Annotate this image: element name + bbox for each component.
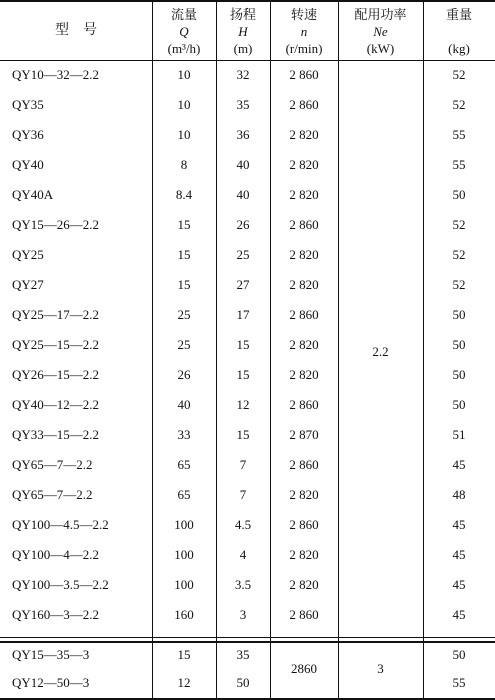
speed-cell: 2 820	[289, 277, 319, 292]
header-power-symbol: Ne	[373, 24, 388, 39]
model-cell: QY40	[12, 157, 44, 172]
flow-cell: 160	[174, 607, 194, 622]
flow-cell: 15	[177, 247, 191, 262]
weight-cell: 50	[452, 647, 466, 662]
model-cell: QY15—26—2.2	[12, 217, 100, 232]
flow-cell: 12	[177, 675, 191, 690]
flow-cell: 33	[177, 427, 191, 442]
weight-cell: 50	[452, 367, 466, 382]
model-cell: QY25—17—2.2	[12, 307, 100, 322]
header-power-label: 配用功率	[354, 7, 407, 22]
head-cell: 27	[236, 277, 250, 292]
model-cell: QY12—50—3	[12, 675, 90, 690]
header-flow-unit: (m³/h)	[167, 41, 201, 56]
head-cell: 4	[239, 547, 247, 562]
table-top-rule	[0, 0, 495, 2]
weight-cell: 50	[452, 307, 466, 322]
flow-cell: 65	[177, 457, 191, 472]
speed-cell: 2 860	[289, 607, 319, 622]
header-weight-unit: (kg)	[448, 41, 470, 56]
model-cell: QY10—32—2.2	[12, 67, 100, 82]
flow-cell: 26	[177, 367, 191, 382]
header-power	[338, 6, 423, 57]
weight-cell: 52	[452, 67, 466, 82]
flow-cell: 15	[177, 217, 191, 232]
speed-cell: 2 820	[289, 367, 319, 382]
header-weight-label: 重量	[445, 7, 472, 22]
speed-cell: 2 820	[289, 577, 319, 592]
flow-cell: 15	[177, 277, 191, 292]
head-cell: 35	[236, 97, 250, 112]
weight-cell: 48	[452, 487, 466, 502]
weight-cell: 45	[452, 577, 466, 592]
model-cell: QY65—7—2.2	[12, 487, 93, 502]
speed-cell: 2 860	[289, 517, 319, 532]
flow-cell: 65	[177, 487, 191, 502]
head-cell: 7	[239, 457, 247, 472]
flow-cell: 100	[174, 517, 194, 532]
speed-cell: 2 870	[289, 427, 319, 442]
header-head	[216, 6, 270, 57]
weight-cell: 50	[452, 397, 466, 412]
head-cell: 7	[239, 487, 247, 502]
head-cell: 3	[239, 607, 247, 622]
speed-cell: 2 860	[289, 307, 319, 322]
weight-cell: 55	[452, 157, 466, 172]
speed-cell: 2 860	[289, 217, 319, 232]
weight-cell: 51	[452, 427, 466, 442]
model-cell: QY100—3.5—2.2	[12, 577, 109, 592]
head-cell: 15	[236, 427, 250, 442]
head-cell: 40	[236, 187, 250, 202]
flow-cell: 25	[177, 337, 191, 352]
weight-cell: 55	[452, 127, 466, 142]
model-cell: QY26—15—2.2	[12, 367, 100, 382]
header-head-unit: (m)	[233, 41, 253, 56]
model-cell: QY15—35—3	[12, 647, 90, 662]
flow-cell: 40	[177, 397, 191, 412]
header-flow-symbol: Q	[179, 24, 189, 39]
model-cell: QY27	[12, 277, 44, 292]
flow-cell: 8	[180, 157, 188, 172]
header-flow	[152, 6, 216, 57]
weight-cell: 50	[452, 187, 466, 202]
speed-cell: 2 820	[289, 337, 319, 352]
group-divider-rule	[0, 637, 495, 641]
speed-cell: 2 820	[289, 547, 319, 562]
weight-cell: 45	[452, 607, 466, 622]
speed-cell: 2 860	[289, 457, 319, 472]
speed-cell: 2 820	[289, 187, 319, 202]
group1-power: 2.2	[372, 344, 389, 359]
head-cell: 15	[236, 337, 250, 352]
model-cell: QY40A	[12, 187, 54, 202]
flow-cell: 25	[177, 307, 191, 322]
head-cell: 36	[236, 127, 250, 142]
speed-cell: 2 860	[289, 97, 319, 112]
flow-cell: 15	[177, 647, 191, 662]
header-bottom-rule	[0, 60, 495, 61]
weight-cell: 52	[452, 247, 466, 262]
head-cell: 12	[236, 397, 250, 412]
speed-cell: 2 860	[289, 67, 319, 82]
header-head-symbol: H	[238, 24, 248, 39]
group2-speed: 2860	[291, 661, 317, 676]
weight-cell: 45	[452, 517, 466, 532]
head-cell: 40	[236, 157, 250, 172]
flow-cell: 100	[174, 547, 194, 562]
header-power-unit: (kW)	[366, 41, 395, 56]
header-model: 型 号	[55, 23, 97, 38]
header-speed-symbol: n	[300, 24, 308, 39]
model-cell: QY100—4.5—2.2	[12, 517, 109, 532]
header-flow-label: 流量	[170, 7, 197, 22]
weight-cell: 52	[452, 97, 466, 112]
model-cell: QY36	[12, 127, 44, 142]
header-weight	[423, 6, 495, 57]
flow-cell: 10	[177, 67, 191, 82]
group2-power: 3	[377, 661, 384, 676]
header-speed-label: 转速	[290, 7, 317, 22]
speed-cell: 2 820	[289, 487, 319, 502]
flow-cell: 10	[177, 127, 191, 142]
speed-cell: 2 820	[289, 247, 319, 262]
speed-cell: 2 820	[289, 157, 319, 172]
header-speed	[270, 6, 338, 57]
weight-cell: 50	[452, 337, 466, 352]
flow-cell: 8.4	[175, 187, 193, 202]
model-cell: QY25—15—2.2	[12, 337, 100, 352]
model-cell: QY33—15—2.2	[12, 427, 100, 442]
header-speed-unit: (r/min)	[285, 41, 323, 56]
flow-cell: 10	[177, 97, 191, 112]
head-cell: 35	[236, 647, 250, 662]
weight-cell: 45	[452, 547, 466, 562]
head-cell: 3.5	[234, 577, 252, 592]
speed-cell: 2 820	[289, 127, 319, 142]
head-cell: 17	[236, 307, 250, 322]
header-head-label: 扬程	[229, 7, 256, 22]
head-cell: 15	[236, 367, 250, 382]
head-cell: 26	[236, 217, 250, 232]
model-cell: QY100—4—2.2	[12, 547, 100, 562]
model-cell: QY25	[12, 247, 44, 262]
weight-cell: 52	[452, 277, 466, 292]
weight-cell: 52	[452, 217, 466, 232]
speed-cell: 2 860	[289, 397, 319, 412]
model-cell: QY40—12—2.2	[12, 397, 100, 412]
head-cell: 50	[236, 675, 250, 690]
flow-cell: 100	[174, 577, 194, 592]
head-cell: 25	[236, 247, 250, 262]
model-cell: QY65—7—2.2	[12, 457, 93, 472]
head-cell: 32	[236, 67, 250, 82]
model-cell: QY35	[12, 97, 44, 112]
weight-cell: 55	[452, 675, 466, 690]
weight-cell: 45	[452, 457, 466, 472]
head-cell: 4.5	[234, 517, 252, 532]
model-cell: QY160—3—2.2	[12, 607, 100, 622]
